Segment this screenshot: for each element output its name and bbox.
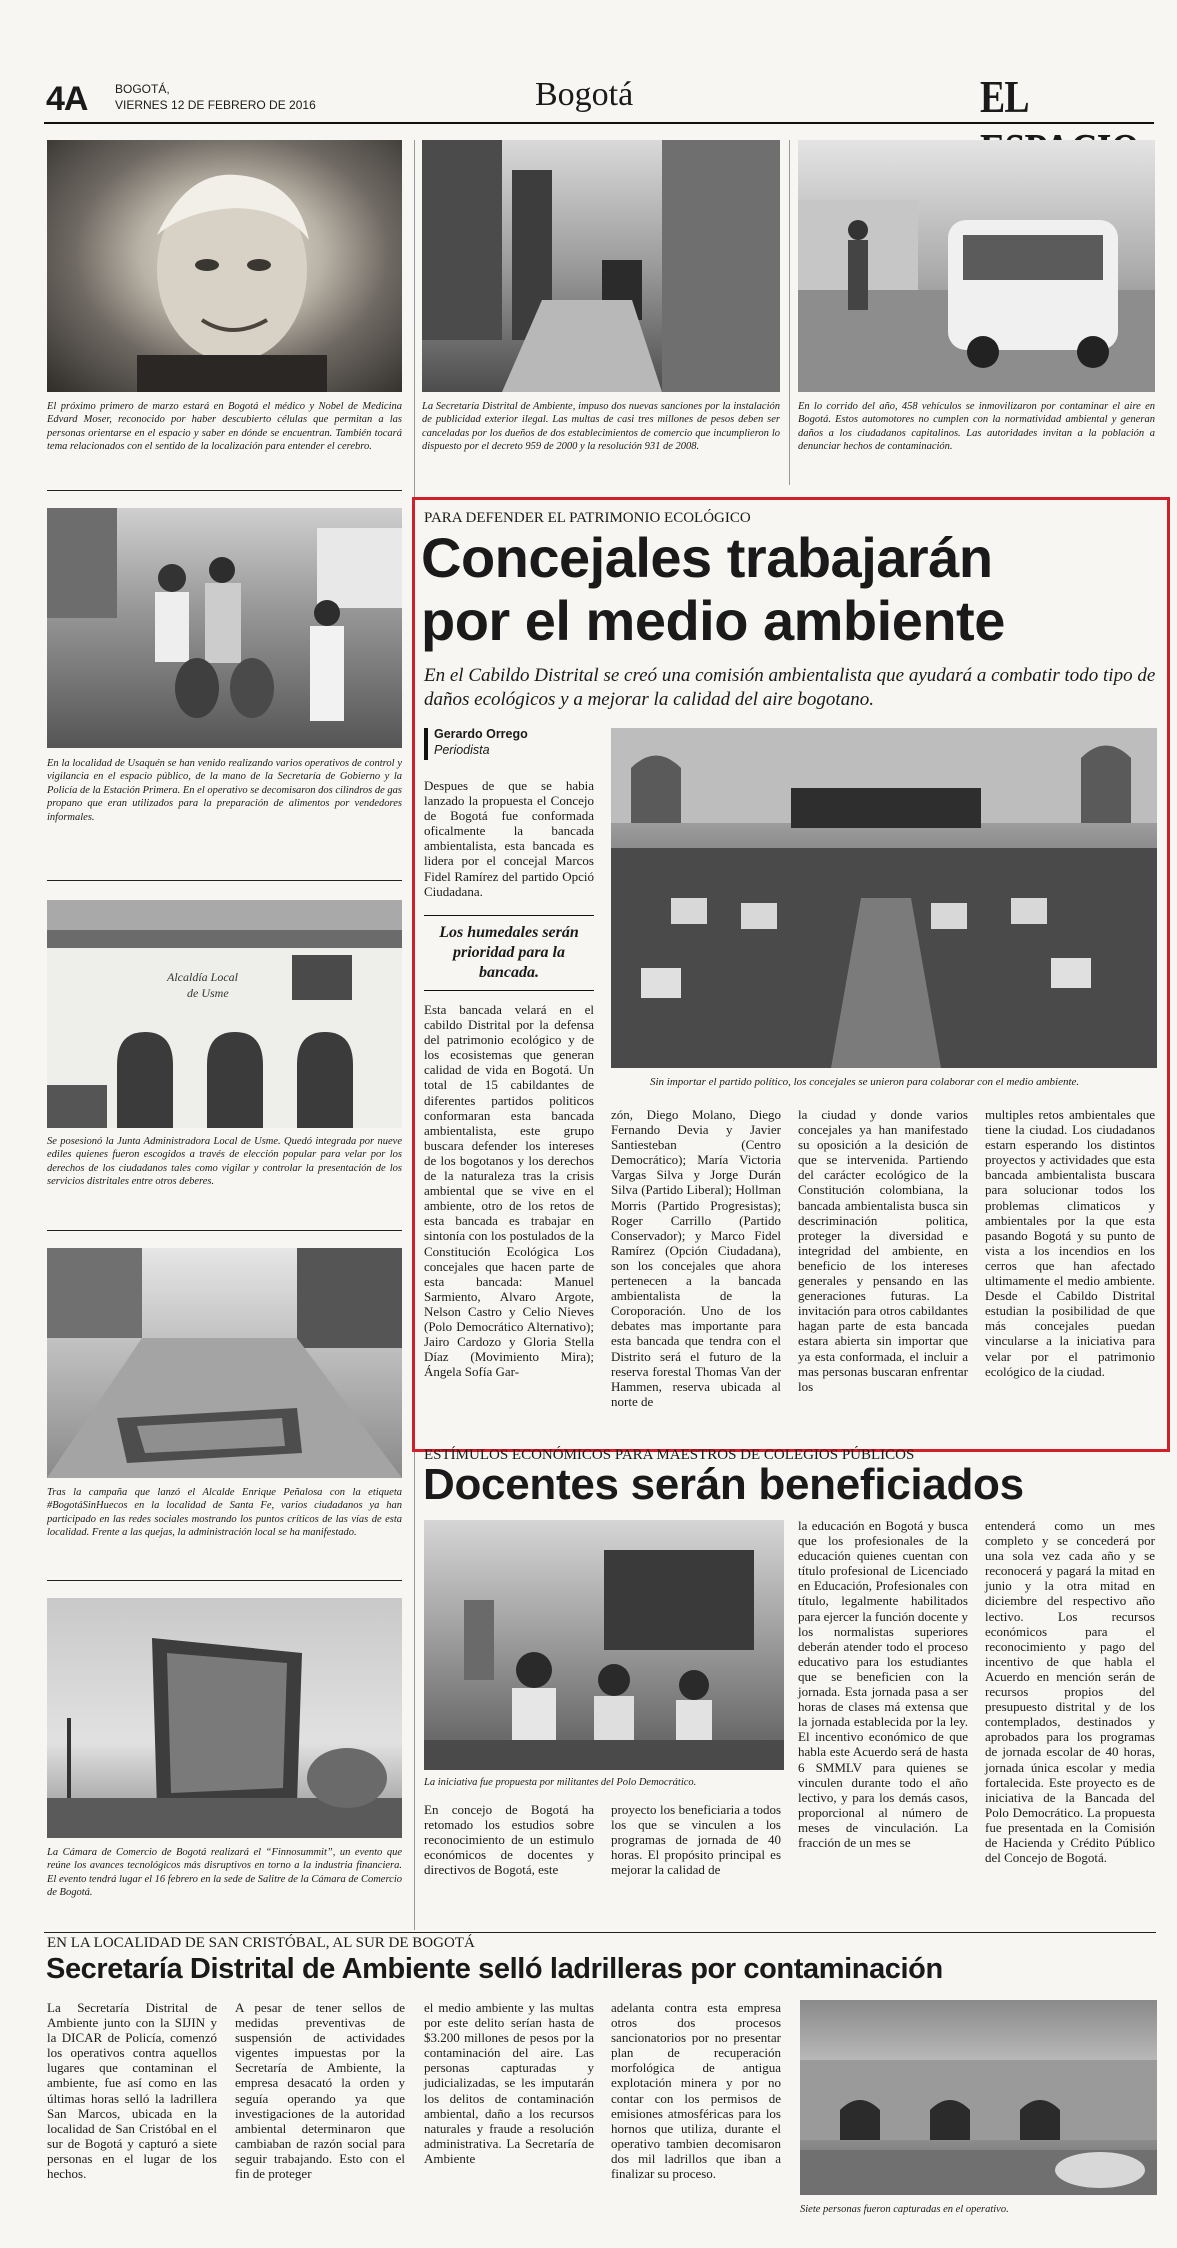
building-illustration — [47, 1598, 402, 1838]
headline-line: por el medio ambiente — [421, 589, 1005, 652]
byline-bar — [424, 728, 428, 760]
teachers-headline: Docentes serán beneficiados — [423, 1460, 1024, 1509]
main-headline — [421, 526, 1005, 652]
section-name: Bogotá — [535, 76, 634, 113]
teachers-kicker: ESTÍMULOS ECONÓMICOS PARA MAESTROS DE COLEGIOS PÚBLICOS — [424, 1447, 915, 1463]
brick-headline: Secretaría Distrital de Ambiente selló ladrilleras por contaminación — [46, 1953, 943, 1985]
teachers-col-3: la educación en Bogotá y busca que los profesionales de la educación quienes cuentan con título profesional de Licenciado en Educación, Profesionales con título, legalmente habilitados para ejercer la función docente y los normalistas superiores deberán atender todo el proceso educativo para los estudiantes que se beneficien con la jornada. Esta jornada pasa a ser horas de clases má extensa que la jornada establecida por la ley. El incentivo económico de que habla este Acuerdo será de hasta 6 SMMLV para quienes se vinculen durante todo el año lectivo, y para los demás casos, proporcional al número de meses de vinculación. La fracción de un mes se — [798, 1518, 968, 1850]
teachers-col-4: entenderá como un mes completo y se concederá por una sola vez cada año y se reconocerá y pagará la mitad en junio y la otra mitad en diciembre del respectivo año lectivo. Los recursos económicos para el reconocimiento y pago del incentivo de que habla el Acuerdo en mención serán de recursos propios del presupuesto distrital y de los contemplados, destinados y aprobados para los programas de jornada escolar de 40 horas, jornada única escolar y media fortalecida. Este proyecto es de iniciativa de la Bancada del Polo Democrático. La propuesta fue presentada en la Comisión de Hacienda y Crédito Público del Concejo de Bogotá. — [985, 1518, 1155, 1866]
teachers-col-1: En concejo de Bogotá ha retomado los estudios sobre reconocimiento de un estimulo económicos de docentes y directivos de Bogotá, este — [424, 1802, 594, 1878]
sign-text: de Usme — [187, 986, 229, 1000]
brick-col-1: La Secretaría Distrital de Ambiente junto con la SIJIN y la DICAR de Policía, comenzó los operativos contra aquellos lugares que contaminan el ambiente, fue así como en las últimas horas selló la ladrillera San Marcos, ubicada en la localidad de San Cristóbal en el sur de Bogotá y capturó a siete personas en el lugar de los hechos. — [47, 2000, 217, 2182]
pull-quote-rule — [424, 915, 594, 916]
photo-docentes-classroom — [424, 1520, 784, 1770]
photo-usaquen-operation — [47, 508, 402, 748]
caption-usaquen: En la localidad de Usaquén se han venido realizando varios operativos de control y vigilancia en el espacio público, de la mano de la Secretaría de Gobierno y la Policía de la Estación Primera. En el operativo se decomisaron dos cilindros de gas propano que eran utilizados para la preparación de alimentos por vendedores informales. — [47, 758, 403, 823]
photo-concejo-session — [611, 728, 1157, 1068]
caption-vehiculos: En lo corrido del año, 458 vehículos se inmovilizaron por contaminar el aire en Bogotá. Estos automotores no cumplen con la normatividad ambiental y generan daños a los ciudadanos capitalinos. Las autoridades invitan a la población a denunciar hechos de contaminación. — [798, 401, 1155, 453]
portrait-illustration — [47, 140, 402, 392]
page-number: 4A — [46, 80, 88, 118]
headline-line: Concejales trabajarán — [421, 526, 993, 589]
divider — [47, 880, 402, 881]
author-name: Gerardo Orrego — [434, 727, 528, 741]
author-role: Periodista — [434, 743, 490, 757]
kiln-illustration — [800, 2000, 1157, 2195]
teachers-col-2: proyecto los beneficiaria a todos los que se vinculen a los programas de jornada de 40 horas. El propósito principal es mejorar la calidad de — [611, 1802, 781, 1878]
brick-kicker: EN LA LOCALIDAD DE SAN CRISTÓBAL, AL SUR DE BOGOTÁ — [47, 1935, 475, 1951]
sign-text: Alcaldía Local — [167, 970, 238, 984]
pull-quote: Los humedales serán prioridad para la bancada. — [439, 924, 579, 981]
photo-publicidad-ilegal — [422, 140, 780, 392]
paper-name: EL — [980, 71, 1027, 122]
photo-edvard-moser — [47, 140, 402, 392]
divider — [47, 490, 402, 491]
column-divider — [789, 140, 790, 485]
caption-publicidad: La Secretaría Distrital de Ambiente, impuso dos nuevas sanciones por la instalación de publicidad exterior ilegal. Las multas de casi tres millones de pesos deben ser canceladas por los dueños de dos establecimientos de comercio que incumplieron lo dispuesto por el decreto 959 de 2000 y la resolución 931 de 2008. — [422, 401, 780, 453]
pull-quote-rule — [424, 990, 594, 991]
street-illustration — [47, 1248, 402, 1478]
classroom-illustration — [424, 1520, 784, 1770]
divider — [47, 1230, 402, 1231]
brick-col-3: el medio ambiente y las multas por este delito serían hasta de $3.200 millones de pesos por la contaminación del aire. Las personas capturadas y judicializadas, se les imputarán los delitos de contaminación ambiental, daño a los recursos naturales y fraude a resolución administrativa. La Secretaría de Ambiente — [424, 2000, 594, 2166]
main-intro: Despues de que se habia lanzado la propuesta el Concejo de Bogotá fue conformada oficalmente la bancada ambientalista, esta bancada es lidera por el concejal Marcos Fidel Ramírez del partido Opció Ciudadana. — [424, 778, 594, 899]
masthead-rule — [44, 122, 1154, 124]
photo-santa-fe-street — [47, 1248, 402, 1478]
chamber-illustration — [611, 728, 1157, 1068]
caption-usme: Se posesionó la Junta Administradora Local de Usme. Quedó integrada por nueve ediles quienes fueron escogidos a través de elección popular para velar por los derechos de los ciudadanos tales como vigilar y controlar la presentación de los servicios distritales entre otros deberes. — [47, 1136, 402, 1188]
main-col-3: la ciudad y donde varios concejales ya han manifestado su oposición a la desición de que se intervenida. Partiendo del carácter ecológico de la Constitución colombiana, la bancada ambientalista busca sin descriminación politica, proteger la diversidad e integridad del ambiente, en beneficio de los intereses generales y pensando en las generaciones futuras. La invitación para otros cabildantes hagan parte de esta bancada estara abierta sin importar que ya esta conformada, el incluir a mas personas buscaran enfrentar los — [798, 1107, 968, 1394]
main-kicker: PARA DEFENDER EL PATRIMONIO ECOLÓGICO — [424, 510, 751, 526]
street-illustration — [422, 140, 780, 392]
brick-col-2: A pesar de tener sellos de medidas preventivas de suspensión de actividades vigentes impuestas por la Secretaría de Ambiente, la empresa desacató la orden y seguía operando ya que investigaciones de la autoridad ambiental determinaron que cambiaban de razón social para seguir trabajando. Esto con el fin de proteger — [235, 2000, 405, 2182]
caption-concejo: Sin importar el partido político, los concejales se unieron para colaborar con el medio ambiente. — [650, 1076, 1080, 1088]
divider — [47, 1580, 402, 1581]
section-divider — [44, 1932, 1156, 1933]
vehicles-illustration — [798, 140, 1155, 392]
main-col-2: zón, Diego Molano, Diego Fernando Devia y Javier Santiesteban (Centro Democrático); María Victoria Vargas Silva y Jorge Durán Silva (Partido Liberal); Hollman Morris (Partido Progresistas); Roger Carrillo (Partido Conservador); y Marco Fidel Ramírez (Opción Ciudadana), son los concejales que ahora pertenecen a la bancada ambientalista de la Coroporación. Uno de los debates mas importante para esta bancada que tendra con el Distrito será el futuro de la reserva forestal Thomas Van der Hammen, reserva ubicada al norte de — [611, 1107, 781, 1409]
caption-moser: El próximo primero de marzo estará en Bogotá el médico y Nobel de Medicina Edvard Moser, reconocido por haber descubierto células que permitan a las personas orientarse en el espacio y saber en dónde se encuentran. También tocará tema relacionados con el sentido de la localización para entender el cerebro. — [47, 401, 402, 453]
operation-illustration — [47, 508, 402, 748]
brick-col-4: adelanta contra esta empresa otros dos procesos sancionatorios por no presentar plan de recuperación morfológica de antigua explotación minera y por no contar con los permisos de emisiones atmosféricas para los hornos que utiliza, durante el operativo tambien decomisaron dos mil ladrillos que iban a finalizar su proceso. — [611, 2000, 781, 2182]
main-col-1: Esta bancada velará en el cabildo Distrital por la defensa del patrimonio ecológico y de los ecosistemas que generan calidad de vida en Bogotá. Un total de 15 cabildantes de diferentes partidos politicos conformaran esta bancada ambientalista, este grupo buscara defender los intereses de los bogotanos y los derechos de la naturaleza tras la crisis ambiental que se vive en el ambiente, otro de los retos de esta bancada es trabajar en sintonía con los postulados de la Constitución Ecológica Los concejales que hacen parte de esta bancada: Manuel Sarmiento, Alvaro Argote, Nelson Castro y Celio Nieves (Polo Democrático Alternativo); Jairo Cardozo y Gloria Stella Díaz (Movimiento Mira); Ángela Sofía Gar- — [424, 1002, 594, 1380]
caption-santa-fe: Tras la campaña que lanzó el Alcalde Enrique Peñalosa con la etiqueta #BogotáSinHuecos en la localidad de Santa Fe, varios ciudadanos ya han participado en las redes sociales mostrando los puntos críticos de las vías de esta localidad. Frente a las quejas, la administración local se ha manifestado. — [47, 1487, 402, 1539]
masthead-city: BOGOTÁ, — [115, 82, 170, 96]
caption-ladrillera: Siete personas fueron capturadas en el operativo. — [800, 2204, 1009, 2215]
photo-alcaldia-usme — [47, 900, 402, 1128]
photo-ladrillera — [800, 2000, 1157, 2195]
masthead-date: VIERNES 12 DE FEBRERO DE 2016 — [115, 98, 316, 112]
caption-docentes: La iniciativa fue propuesta por militantes del Polo Democrático. — [424, 1777, 697, 1788]
main-deck: En el Cabildo Distrital se creó una comisión ambientalista que ayudará a combatir todo tipo de daños ecológicos y a mejorar la calidad del aire bogotano. — [424, 665, 1156, 710]
photo-vehiculos-inmovilizados — [798, 140, 1155, 392]
photo-camara-comercio — [47, 1598, 402, 1838]
main-col-4: multiples retos ambientales que tiene la ciudad. Los ciudadanos estarn esperando los distintos proyectos y actividades que esta bancada ambientalista buscara para solucionar todos los problemas climaticos y ambientales por la que esta pasando Bogotá y su punto de vista a los incendios en los cerros que han afectado ultimamente el medio ambiente. Desde el Cabildo Distrital estudian la posibilidad de que más concejales puedan vincularse a la iniciativa para velar por el patrimonio ecológico de la ciudad. — [985, 1107, 1155, 1379]
caption-camara: La Cámara de Comercio de Bogotá realizará el “Finnosummit”, un evento que reúne los avances tecnológicos más disruptivos en torno a la industria financiera. El evento tendrá lugar el 16 febrero en la sede de Salitre de la Cámara de Comercio de Bogotá. — [47, 1847, 402, 1899]
building-illustration — [47, 900, 402, 1128]
